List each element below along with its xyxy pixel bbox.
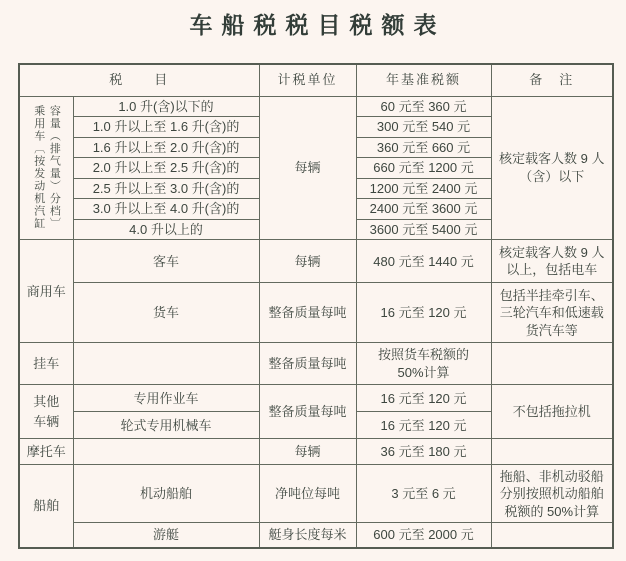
unit-cell: 每辆 xyxy=(259,240,356,283)
amount-cell: 16 元至 120 元 xyxy=(356,385,491,412)
header-tax-item: 税 目 xyxy=(19,64,259,96)
tax-item-cell: 货车 xyxy=(73,283,259,343)
page-title: 车船税税目税额表 xyxy=(189,12,446,38)
remark-cell-empty xyxy=(491,439,613,465)
header-annual-base-tax: 年基准税额 xyxy=(356,64,491,96)
table-row-passenger-tier-1 xyxy=(19,96,613,117)
amount-cell: 3600 元至 5400 元 xyxy=(356,219,491,240)
amount-cell: 1200 元至 2400 元 xyxy=(356,178,491,199)
header-remarks: 备 注 xyxy=(491,64,613,96)
tax-item-cell: 1.6 升以上至 2.0 升(含)的 xyxy=(73,137,259,158)
remark-cell-motor-vessel: 拖船、非机动驳船分别按照机动船舶税额的 50%计算 xyxy=(491,465,613,523)
unit-cell: 整备质量每吨 xyxy=(259,343,356,385)
tax-item-cell: 1.0 升(含)以下的 xyxy=(73,96,259,117)
amount-cell: 300 元至 540 元 xyxy=(356,117,491,138)
passenger-label-line-2: 容量（排气量）分档〕 xyxy=(48,105,61,231)
amount-cell: 60 元至 360 元 xyxy=(356,96,491,117)
unit-cell-other: 整备质量每吨 xyxy=(259,385,356,439)
table-row-special-work-vehicle xyxy=(19,385,613,412)
remark-cell-empty xyxy=(491,343,613,385)
tax-item-cell: 2.0 升以上至 2.5 升(含)的 xyxy=(73,158,259,179)
unit-cell: 净吨位每吨 xyxy=(259,465,356,523)
remark-cell-empty xyxy=(491,523,613,548)
category-motorcycle: 摩托车 xyxy=(19,439,73,465)
table-row-commercial-truck xyxy=(19,283,613,343)
amount-cell: 600 元至 2000 元 xyxy=(356,523,491,548)
other-vehicle-label: 其他车辆 xyxy=(33,394,60,429)
vehicle-vessel-tax-table xyxy=(18,63,614,549)
amount-cell: 16 元至 120 元 xyxy=(356,412,491,439)
category-other-vehicle xyxy=(19,385,73,439)
remark-cell-passenger: 核定载客人数 9 人（含）以下 xyxy=(491,96,613,240)
passenger-vertical-label xyxy=(24,105,69,230)
category-vessel: 船舶 xyxy=(19,465,73,548)
table-row-commercial-bus xyxy=(19,240,613,283)
amount-cell: 2400 元至 3600 元 xyxy=(356,199,491,220)
tax-item-cell: 2.5 升以上至 3.0 升(含)的 xyxy=(73,178,259,199)
tax-item-cell: 轮式专用机械车 xyxy=(73,412,259,439)
table-row-yacht xyxy=(19,523,613,548)
table-row-motorcycle xyxy=(19,439,613,465)
remark-cell-truck: 包括半挂牵引车、三轮汽车和低速载货汽车等 xyxy=(491,283,613,343)
tax-item-cell-empty xyxy=(73,439,259,465)
amount-cell: 660 元至 1200 元 xyxy=(356,158,491,179)
category-trailer: 挂车 xyxy=(19,343,73,385)
table-row-trailer xyxy=(19,343,613,385)
unit-cell: 每辆 xyxy=(259,439,356,465)
category-passenger-car xyxy=(19,96,73,240)
remark-cell-bus: 核定载客人数 9 人以上，包括电车 xyxy=(491,240,613,283)
tax-item-cell: 专用作业车 xyxy=(73,385,259,412)
amount-cell: 3 元至 6 元 xyxy=(356,465,491,523)
trailer-amount-text: 按照货车税额的 50%计算 xyxy=(378,346,470,380)
category-commercial-vehicle: 商用车 xyxy=(19,240,73,343)
passenger-label-line-1: 乘用车〔按发动机汽缸 xyxy=(32,105,45,231)
unit-cell: 艇身长度每米 xyxy=(259,523,356,548)
amount-cell: 36 元至 180 元 xyxy=(356,439,491,465)
tax-item-cell-empty xyxy=(73,343,259,385)
tax-item-cell: 机动船舶 xyxy=(73,465,259,523)
tax-item-cell: 3.0 升以上至 4.0 升(含)的 xyxy=(73,199,259,220)
unit-cell-passenger: 每辆 xyxy=(259,96,356,240)
amount-cell xyxy=(356,343,491,385)
unit-cell: 整备质量每吨 xyxy=(259,283,356,343)
tax-item-cell: 游艇 xyxy=(73,523,259,548)
table-row-motor-vessel xyxy=(19,465,613,523)
remark-cell-other: 不包括拖拉机 xyxy=(491,385,613,439)
amount-cell: 16 元至 120 元 xyxy=(356,283,491,343)
tax-item-cell: 1.0 升以上至 1.6 升(含)的 xyxy=(73,117,259,138)
amount-cell: 480 元至 1440 元 xyxy=(356,240,491,283)
tax-item-cell: 客车 xyxy=(73,240,259,283)
amount-cell: 360 元至 660 元 xyxy=(356,137,491,158)
header-tax-unit: 计税单位 xyxy=(259,64,356,96)
tax-item-cell: 4.0 升以上的 xyxy=(73,219,259,240)
table-header-row xyxy=(19,64,613,96)
